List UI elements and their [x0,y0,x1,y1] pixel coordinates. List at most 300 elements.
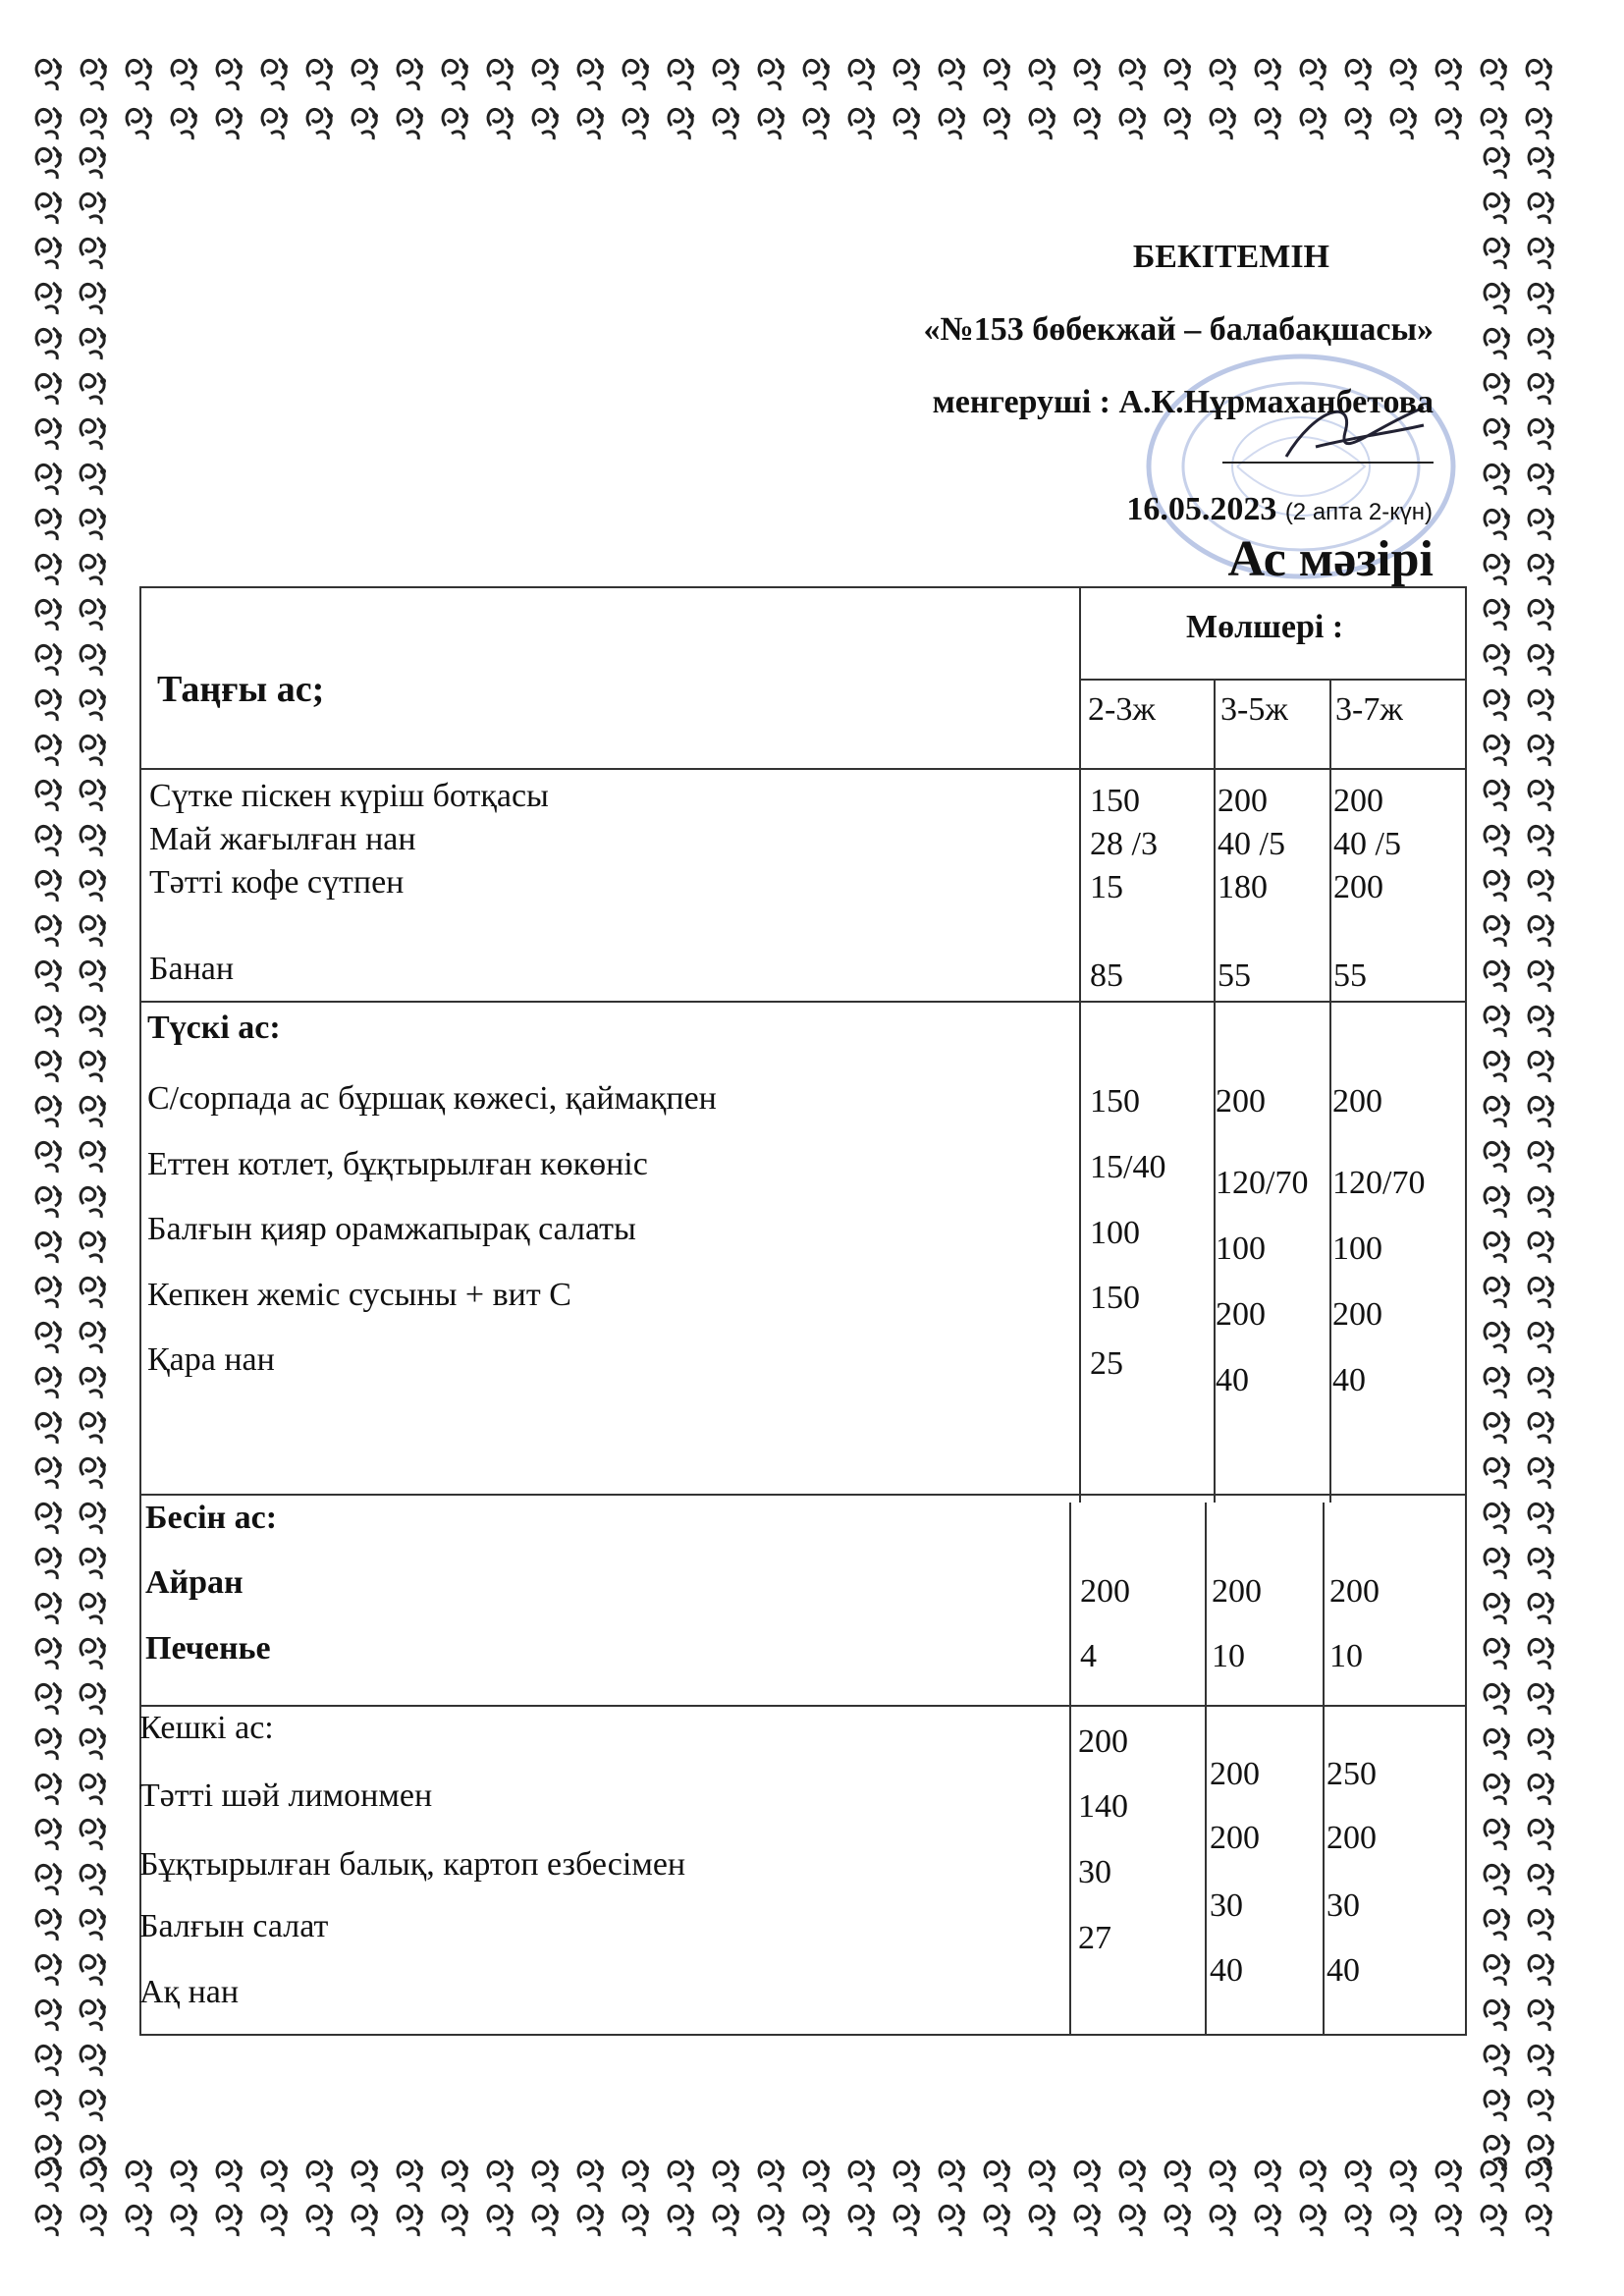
floral-dot [598,64,604,70]
floral-motif [352,108,376,139]
organization-name: «№153 бөбекжай – балабақшасы» [923,311,1434,348]
floral-dot [643,2210,649,2215]
floral-motif [1529,1864,1552,1895]
floral-motif [1485,1322,1508,1353]
floral-motif [36,1457,60,1489]
floral-motif [1529,1457,1552,1489]
lunch-amount-3: 40 [1332,1362,1366,1398]
floral-motif [1165,2160,1189,2192]
floral-dot [100,468,106,474]
floral-motif [36,689,60,721]
floral-motif [1301,59,1325,90]
floral-dot [56,965,62,971]
floral-dot [327,113,333,119]
age-3-5: 3-5ж [1220,691,1288,728]
floral-motif [894,2160,918,2192]
floral-motif [669,59,692,90]
floral-dot [1504,243,1510,248]
floral-dot [1004,64,1010,70]
floral-motif [940,2205,963,2236]
floral-motif [1529,1503,1552,1534]
floral-dot [643,113,649,119]
floral-motif [1485,283,1508,314]
floral-dot [1185,2165,1191,2171]
floral-dot [1548,785,1554,791]
floral-motif [1529,1367,1552,1398]
floral-motif [36,283,60,314]
floral-dot [1548,468,1554,474]
floral-motif [81,1322,104,1353]
floral-motif [578,59,602,90]
floral-dot [1504,1056,1510,1062]
floral-motif [1301,2160,1325,2192]
floral-dot [462,2210,468,2215]
floral-motif [578,2160,602,2192]
floral-dot [56,1733,62,1739]
floral-motif [1075,59,1099,90]
floral-motif [36,1548,60,1579]
floral-motif [36,1774,60,1805]
floral-motif [36,554,60,585]
floral-dot [1504,1914,1510,1920]
floral-motif [81,1774,104,1805]
floral-dot [1546,64,1552,70]
floral-dot [1095,2210,1101,2215]
floral-dot [1050,2165,1056,2171]
floral-motif [262,59,286,90]
floral-dot [1095,2165,1101,2171]
floral-dot [1321,2210,1326,2215]
floral-dot [1548,649,1554,655]
floral-dot [688,64,694,70]
floral-motif [36,1728,60,1760]
lunch-amount-2: 120/70 [1216,1165,1309,1201]
floral-motif [1482,59,1505,90]
floral-motif [36,1503,60,1534]
floral-motif [1485,735,1508,766]
floral-dot [100,1101,106,1107]
floral-dot [1504,965,1510,971]
floral-motif [578,108,602,139]
breakfast-item: Сүтке піскен күріш ботқасы [149,778,549,814]
floral-dot [1501,113,1507,119]
floral-motif [81,1683,104,1715]
floral-motif [1485,689,1508,721]
floral-dot [1504,785,1510,791]
floral-dot [1504,2050,1510,2055]
floral-dot [56,1959,62,1965]
floral-motif [1485,1954,1508,1986]
floral-dot [56,2050,62,2055]
floral-motif [81,1954,104,1986]
floral-dot [1546,2210,1552,2215]
floral-motif [804,2205,828,2236]
floral-motif [443,2160,466,2192]
floral-dot [100,875,106,881]
signature-line [1222,462,1434,464]
floral-motif [36,1638,60,1669]
floral-dot [100,2140,106,2146]
floral-dot [100,830,106,836]
floral-motif [849,2160,873,2192]
floral-motif [127,2205,150,2236]
floral-motif [36,1412,60,1444]
floral-dot [1504,1869,1510,1875]
floral-dot [1504,1372,1510,1378]
floral-motif [533,108,557,139]
floral-dot [1185,113,1191,119]
floral-motif [1256,59,1279,90]
floral-dot [824,113,830,119]
floral-motif [1529,644,1552,676]
floral-dot [100,378,106,384]
lunch-amount-2: 100 [1216,1230,1266,1267]
floral-motif [1165,59,1189,90]
floral-dot [56,1327,62,1333]
floral-dot [1230,2165,1236,2171]
floral-motif [1529,870,1552,902]
floral-dot [1548,1191,1554,1197]
floral-motif [623,108,647,139]
floral-dot [1456,113,1462,119]
floral-dot [1504,1191,1510,1197]
lunch-amount-3: 100 [1332,1230,1382,1267]
floral-motif [36,1864,60,1895]
floral-dot [1548,2095,1554,2101]
floral-motif [81,1819,104,1850]
floral-motif [36,1277,60,1308]
floral-dot [733,113,739,119]
floral-motif [81,1638,104,1669]
floral-motif [1485,1006,1508,1037]
floral-dot [100,1462,106,1468]
floral-dot [56,2140,62,2146]
floral-dot [1504,830,1510,836]
floral-motif [217,2160,241,2192]
floral-dot [1230,2210,1236,2215]
age-2-3: 2-3ж [1088,691,1156,728]
floral-motif [1527,108,1550,139]
floral-motif [1391,2205,1415,2236]
floral-motif [1529,509,1552,540]
lunch-amount-2: 40 [1216,1362,1249,1398]
floral-motif [36,870,60,902]
floral-dot [1548,152,1554,158]
floral-dot [100,2004,106,2010]
dinner-amount-2: 200 [1210,1756,1260,1792]
floral-dot [1548,694,1554,700]
floral-motif [849,59,873,90]
floral-dot [1411,113,1417,119]
floral-dot [1548,1959,1554,1965]
floral-motif [81,464,104,495]
floral-dot [417,64,423,70]
floral-motif [36,1954,60,1986]
floral-motif [1301,2205,1325,2236]
floral-motif [1485,1367,1508,1398]
floral-motif [81,2205,105,2236]
floral-motif [1120,2205,1144,2236]
floral-motif [1485,1683,1508,1715]
floral-dot [1548,1146,1554,1152]
floral-motif [1529,1186,1552,1218]
floral-dot [100,649,106,655]
floral-motif [1529,1774,1552,1805]
floral-dot [56,1236,62,1242]
floral-motif [1529,1593,1552,1624]
floral-dot [1366,2210,1372,2215]
floral-motif [894,108,918,139]
floral-dot [553,113,559,119]
floral-motif [1529,1096,1552,1127]
floral-dot [1548,1688,1554,1694]
floral-dot [1504,2095,1510,2101]
floral-dot [146,2210,152,2215]
snack-item: Печенье [145,1630,271,1667]
floral-motif [352,59,376,90]
floral-dot [1548,2050,1554,2055]
floral-dot [1548,920,1554,926]
floral-dot [56,1282,62,1287]
floral-dot [1504,152,1510,158]
floral-motif [307,59,331,90]
floral-dot [1230,113,1236,119]
floral-dot [1230,64,1236,70]
floral-dot [1548,559,1554,565]
floral-motif [1485,1774,1508,1805]
floral-motif [443,59,466,90]
floral-motif [36,373,60,405]
breakfast-amount-2: 40 /5 [1218,826,1285,862]
floral-dot [56,1869,62,1875]
floral-motif [1529,238,1552,269]
floral-motif [1529,1141,1552,1173]
floral-motif [1436,2160,1460,2192]
floral-dot [56,514,62,519]
floral-dot [372,113,378,119]
floral-dot [56,1598,62,1604]
floral-motif [1391,108,1415,139]
floral-motif [307,2160,331,2192]
floral-motif [36,192,60,224]
floral-dot [1004,113,1010,119]
floral-motif [127,2160,150,2192]
floral-dot [1004,2165,1010,2171]
floral-dot [56,694,62,700]
floral-motif [714,59,737,90]
floral-dot [327,2210,333,2215]
floral-dot [1548,514,1554,519]
floral-dot [1548,1011,1554,1016]
floral-motif [804,2160,828,2192]
floral-dot [688,2165,694,2171]
floral-dot [1050,64,1056,70]
floral-dot [100,2095,106,2101]
floral-dot [56,1101,62,1107]
floral-dot [282,2165,288,2171]
floral-motif [81,780,104,811]
floral-motif [533,2160,557,2192]
floral-dot [1548,1553,1554,1558]
floral-motif [127,59,150,90]
floral-dot [56,243,62,248]
floral-motif [81,1367,104,1398]
floral-motif [1211,2205,1234,2236]
floral-dot [100,1553,106,1558]
floral-dot [553,64,559,70]
floral-dot [282,2210,288,2215]
floral-dot [56,1778,62,1784]
floral-dot [56,333,62,339]
floral-motif [1529,464,1552,495]
floral-motif [1529,1954,1552,1986]
floral-dot [1140,113,1146,119]
floral-dot [56,1372,62,1378]
floral-motif [36,825,60,856]
floral-dot [100,152,106,158]
floral-dot [100,1778,106,1784]
floral-motif [172,2205,195,2236]
floral-dot [1411,64,1417,70]
breakfast-amount-1: 150 [1090,783,1140,819]
floral-dot [100,604,106,610]
floral-motif [81,1548,104,1579]
floral-dot [100,1824,106,1830]
floral-dot [824,2165,830,2171]
floral-motif [36,1999,60,2031]
floral-dot [779,113,785,119]
snack-amount-1: 200 [1080,1573,1130,1610]
floral-dot [1548,1869,1554,1875]
lunch-item: Еттен котлет, бұқтырылған көкөніс [147,1146,648,1182]
floral-dot [100,739,106,745]
floral-motif [669,2160,692,2192]
floral-motif [1211,59,1234,90]
floral-dot [100,1869,106,1875]
floral-motif [1485,1412,1508,1444]
floral-motif [81,1457,104,1489]
floral-motif [1436,2205,1460,2236]
floral-dot [1321,113,1326,119]
breakfast-amount-3: 55 [1333,957,1367,994]
floral-motif [81,1999,104,2031]
floral-motif [1301,108,1325,139]
floral-dot [100,965,106,971]
floral-motif [1529,147,1552,179]
snack-amount-3: 10 [1329,1638,1363,1674]
floral-motif [443,108,466,139]
floral-dot [100,243,106,248]
floral-dot [191,113,197,119]
floral-dot [56,1011,62,1016]
floral-dot [1548,1056,1554,1062]
floral-motif [1485,644,1508,676]
floral-dot [1548,333,1554,339]
floral-motif [36,1096,60,1127]
floral-dot [598,2165,604,2171]
floral-motif [1346,2205,1370,2236]
floral-motif [1482,2205,1505,2236]
floral-dot [553,2210,559,2215]
floral-dot [1504,694,1510,700]
floral-dot [508,113,514,119]
floral-dot [101,113,107,119]
floral-dot [1504,468,1510,474]
floral-dot [146,113,152,119]
page-title: Ас мәзірі [1227,531,1434,587]
floral-dot [824,64,830,70]
floral-dot [56,378,62,384]
floral-dot [1501,2210,1507,2215]
floral-dot [1275,113,1281,119]
floral-motif [81,735,104,766]
floral-dot [1548,830,1554,836]
floral-dot [779,64,785,70]
floral-dot [56,1462,62,1468]
floral-motif [1485,2090,1508,2121]
floral-dot [56,2095,62,2101]
floral-dot [1504,1236,1510,1242]
floral-motif [1529,192,1552,224]
floral-dot [1548,1778,1554,1784]
lunch-item: Кепкен жеміс сусыны + вит С [147,1277,571,1313]
floral-dot [56,1643,62,1649]
floral-dot [1140,2210,1146,2215]
floral-motif [1529,1909,1552,1941]
floral-motif [1485,1728,1508,1760]
dinner-header: Кешкі ас: [139,1710,274,1746]
floral-motif [81,509,104,540]
snack-header: Бесін ас: [145,1500,278,1536]
floral-motif [623,2205,647,2236]
floral-motif [81,1141,104,1173]
floral-motif [1529,915,1552,947]
floral-motif [1256,108,1279,139]
floral-motif [352,2205,376,2236]
floral-dot [1366,64,1372,70]
floral-dot [372,64,378,70]
floral-dot [1140,64,1146,70]
floral-dot [1004,2210,1010,2215]
floral-motif [81,915,104,947]
floral-motif [669,2205,692,2236]
floral-motif [81,960,104,992]
floral-dot [779,2210,785,2215]
floral-motif [1529,1006,1552,1037]
floral-dot [100,1236,106,1242]
floral-dot [56,1553,62,1558]
floral-dot [1504,333,1510,339]
floral-dot [1095,64,1101,70]
floral-dot [508,2210,514,2215]
floral-dot [100,1643,106,1649]
floral-dot [1548,1417,1554,1423]
floral-motif [1030,2160,1054,2192]
floral-dot [100,514,106,519]
floral-dot [1548,1327,1554,1333]
floral-motif [804,59,828,90]
floral-motif [81,1412,104,1444]
floral-dot [56,152,62,158]
age-3-7: 3-7ж [1335,691,1403,728]
floral-motif [81,1728,104,1760]
floral-motif [1529,1638,1552,1669]
floral-dot [1456,2210,1462,2215]
floral-motif [1485,418,1508,450]
floral-dot [56,785,62,791]
breakfast-amount-3: 200 [1333,783,1383,819]
breakfast-item: Банан [149,951,235,987]
